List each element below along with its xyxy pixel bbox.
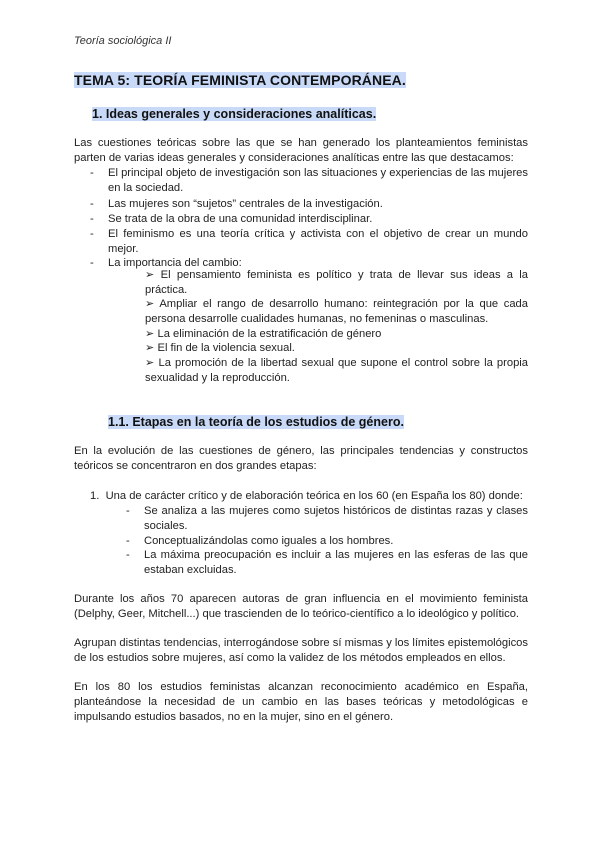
section-1-1-heading (108, 415, 404, 429)
numbered-item-marker: 1. (90, 490, 100, 502)
arrow-item: ➢ El pensamiento feminista es político y trata de llevar sus ideas a la práctica. (145, 269, 528, 297)
section-1-heading-text: 1. Ideas generales y consideraciones analíticas. (92, 107, 377, 121)
list-item: - Se analiza a las mujeres como sujetos históricos de distintas razas y clases sociales. (126, 504, 528, 534)
running-header: Teoría sociológica II (74, 35, 172, 47)
bullet-text: Se analiza a las mujeres como sujetos históricos de distintas razas y clases sociales. (144, 505, 528, 533)
paragraph: Durante los años 70 aparecen autoras de gran influencia en el movimiento feminista (Delphy, Geer, Mitchell...) que trascienden de lo teórico-científico a lo ideológico y político. (74, 593, 528, 621)
bullet-text: El principal objeto de investigación son las situaciones y experiencias de las mujeres en la sociedad. (108, 167, 528, 195)
numbered-item-text: Una de carácter crítico y de elaboración teórica en los 60 (en España los 80) donde: (105, 490, 523, 502)
list-item: - Se trata de la obra de una comunidad interdisciplinar. (90, 212, 528, 227)
title-highlight: TEMA 5: TEORÍA FEMINISTA CONTEMPORÁNEA. (74, 72, 406, 88)
paragraph: Agrupan distintas tendencias, interrogándose sobre sí mismas y los límites epistemológicos de los estudios sobre mujeres, así como la validez de los métodos empleados en ellos. (74, 637, 528, 665)
section-1-1-intro: En la evolución de las cuestiones de género, las principales tendencias y constructos teóricos se concentraron en dos grandes etapas: (74, 445, 528, 473)
paragraph: En los 80 los estudios feministas alcanzan reconocimiento académico en España, planteándose la necesidad de un cambio en las bases teóricas y metodológicas e impulsando estudios basados, no en la mujer, sino en el género. (74, 681, 528, 724)
numbered-item (90, 489, 530, 504)
list-item: - El principal objeto de investigación son las situaciones y experiencias de las mujeres en la sociedad. (90, 166, 528, 196)
bullet-text: Conceptualizándolas como iguales a los hombres. (144, 535, 394, 547)
list-item: - Conceptualizándolas como iguales a los hombres. (126, 534, 528, 549)
bullet-text: Las mujeres son “sujetos” centrales de la investigación. (108, 198, 383, 210)
bullet-text: La máxima preocupación es incluir a las mujeres en las esferas de las que estaban excluidas. (144, 549, 528, 577)
page-title (74, 72, 406, 88)
arrow-item: ➢ El fin de la violencia sexual. (145, 342, 295, 354)
bullet-text: La importancia del cambio: (108, 257, 242, 269)
arrow-item: ➢ La promoción de la libertad sexual que supone el control sobre la propia sexualidad y la reproducción. (145, 357, 528, 385)
section-1-intro: Las cuestiones teóricas sobre las que se han generado los planteamientos feministas parten de varias ideas generales y consideraciones analíticas entre las que destacamos: (74, 137, 528, 165)
section-1-1-heading-text: 1.1. Etapas en la teoría de los estudios de género. (108, 415, 404, 429)
list-item: - La máxima preocupación es incluir a las mujeres en las esferas de las que estaban excluidas. (126, 548, 528, 578)
list-item: - La importancia del cambio: (90, 256, 528, 271)
list-item: - Las mujeres son “sujetos” centrales de la investigación. (90, 197, 528, 212)
arrow-item: ➢ Ampliar el rango de desarrollo humano: reintegración por la que cada persona desarrolle cualidades humanas, no femeninas o masculinas. (145, 298, 528, 326)
bullet-text: Se trata de la obra de una comunidad interdisciplinar. (108, 213, 373, 225)
list-item: - El feminismo es una teoría crítica y activista con el objetivo de crear un mundo mejor. (90, 227, 528, 257)
section-1-heading (92, 107, 376, 121)
bullet-text: El feminismo es una teoría crítica y activista con el objetivo de crear un mundo mejor. (108, 228, 528, 256)
arrow-item: ➢ La eliminación de la estratificación de género (145, 328, 382, 340)
